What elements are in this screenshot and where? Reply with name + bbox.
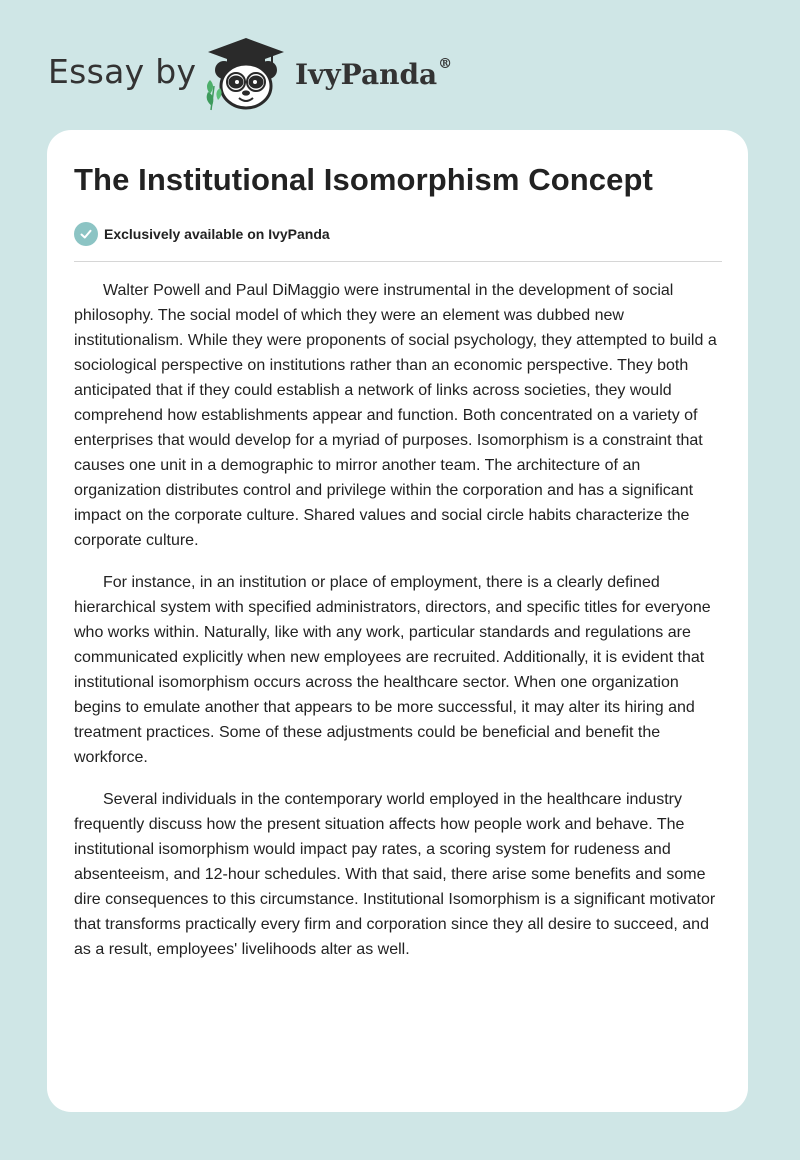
registered-mark: ® [438,56,453,72]
essay-body [74,278,726,979]
page-title: The Institutional Isomorphism Concept [74,162,653,197]
site-header [48,36,508,116]
title-divider [74,261,722,262]
exclusive-badge-label: Exclusively available on IvyPanda [104,226,330,242]
paragraph: Several individuals in the contemporary world employed in the healthcare industry frequently discuss how the present situation affects how people work and behave. The institutional isomorphism would impact pay rates, a scoring system for rudeness and absenteeism, and 12-hour schedules. With that said, there arise some benefits and some dire consequences to this circumstance. Institutional Isomorphism is a significant motivator that transforms practically every firm and corporation since they all desire to succeed, and as a result, employees' livelihoods alter as well. [74,791,716,958]
paragraph: Walter Powell and Paul DiMaggio were instrumental in the development of social philosophy. The social model of which they were an element was dubbed new institutionalism. While they were proponents of social psychology, they attempted to build a sociological perspective on institutions rather than an economic perspective. They both anticipated that if they could establish a network of links across societies, they would comprehend how establishments appear and function. Both concentrated on a variety of enterprises that would develop for a myriad of purposes. Isomorphism is a constraint that causes one unit in a demographic to mirror another team. The architecture of an organization distributes control and privilege within the corporation and has a significant impact on the corporate culture. Shared values and social circle habits characterize the corporate culture. [74,282,717,549]
essay-by-label: Essay by [48,52,197,91]
check-icon [74,222,98,246]
essay-card [47,130,748,1112]
paragraph: For instance, in an institution or place of employment, there is a clearly defined hierarchical system with specified administrators, directors, and specific titles for everyone who works within. Naturally, like with any work, particular standards and regulations are communicated explicitly when new employees are recruited. Additionally, it is evident that institutional isomorphism occurs across the healthcare sector. When one organization begins to emulate another that appears to be more successful, it may alter its hiring and treatment practices. Some of these adjustments could be beneficial and benefit the workforce. [74,574,711,766]
exclusive-badge [74,222,330,246]
panda-graduate-icon[interactable] [202,36,290,112]
brand-name[interactable]: IvyPanda® [295,56,453,91]
